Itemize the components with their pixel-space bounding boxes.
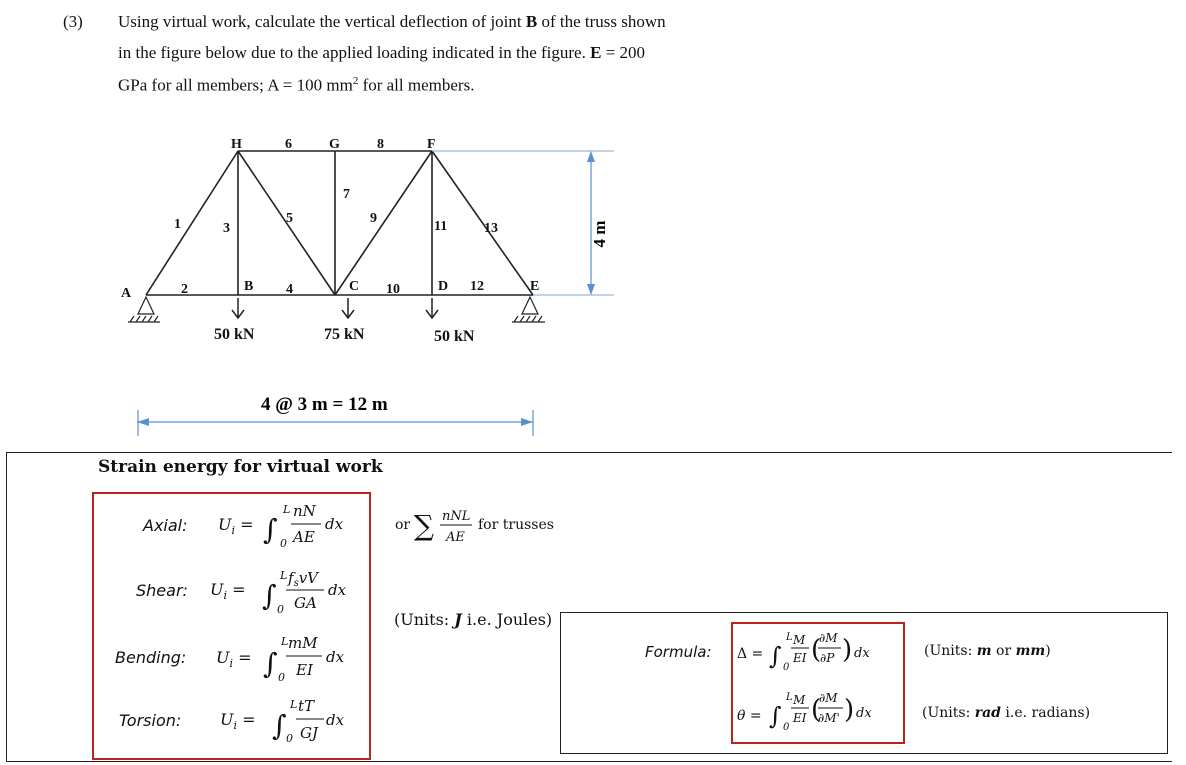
svg-text:tT: tT [298,697,315,715]
member-label-11: 11 [434,219,448,234]
roller-support-icon [512,297,545,322]
joint-label-e: E [530,279,540,294]
svg-text:∂M: ∂M [819,691,838,705]
svg-text:∂M: ∂M [819,631,838,645]
svg-text:L: L [280,569,288,582]
joint-label-f: F [427,137,436,152]
member-label-6: 6 [285,137,292,152]
svg-text:∫: ∫ [262,579,277,612]
svg-text:AE: AE [446,530,465,545]
joint-label-d: D [438,279,449,294]
svg-text:dx: dx [326,648,345,666]
svg-text:nNL: nNL [442,509,471,524]
member-label-8: 8 [377,137,384,152]
load-label-b: 50 kN [214,326,255,343]
svg-text:Δ =: Δ = [737,646,764,662]
member-label-2: 2 [181,282,188,297]
svg-text:dx: dx [328,581,347,599]
svg-text:M: M [793,633,806,647]
truss-members [146,151,533,295]
svg-text:∫: ∫ [272,709,287,742]
svg-text:0: 0 [783,662,790,673]
svg-text:∫: ∫ [769,642,782,670]
member-label-13: 13 [484,221,498,236]
svg-text:dx: dx [326,711,345,729]
or-text: or [395,517,411,533]
question-line-2: in the figure below due to the applied loading indicated in the figure. E = 200 [118,43,646,62]
svg-text:L: L [283,503,291,516]
formula-label: Formula: [645,643,712,661]
member-label-12: 12 [470,279,484,294]
svg-text:mM: mM [288,634,318,652]
member-label-3: 3 [223,221,230,236]
strain-energy-title: Strain energy for virtual work [98,457,383,477]
svg-text:θ =: θ = [737,708,762,724]
svg-text:∫: ∫ [769,702,782,730]
svg-text:EI: EI [793,651,807,665]
joint-label-a: A [121,286,132,301]
bending-label: Bending: [115,648,187,667]
load-label-c: 75 kN [324,326,365,343]
member-label-10: 10 [386,282,400,297]
joint-label-h: H [231,137,242,152]
svg-text:Ui =: $U_i$ = [220,710,256,732]
svg-text:Ui =: $U_i$ = [218,515,254,537]
member-label-9: 9 [370,211,377,226]
svg-text:∑: ∑ [414,509,434,542]
joules-units-note: (Units: J i.e. Joules) [394,610,553,629]
svg-text:0: 0 [277,603,284,616]
svg-text:L: L [786,692,793,703]
svg-text:∂M': ∂M' [818,711,840,725]
member-label-7: 7 [343,187,350,202]
question-line-3: GPa for all members; A = 100 $mm^2$ for all members. [118,75,475,95]
load-arrow-icons [232,298,438,318]
svg-text:Ui =: $U_i$ = [216,648,252,670]
member-label-5: 5 [286,211,293,226]
svg-text:M: M [793,693,806,707]
deflection-units-note: (Units: m or mm) [924,643,1051,659]
svg-text:dx: dx [325,515,344,533]
svg-text:L: L [281,635,289,648]
member-label-1: 1 [174,217,181,232]
svg-text:(: ( [811,695,822,725]
svg-text:dx: dx [854,646,870,661]
svg-text:GA: GA [294,594,317,612]
deflection-equations [735,624,905,742]
svg-text:AE: AE [293,528,315,546]
svg-text:(: ( [811,635,822,665]
svg-text:0: 0 [783,722,790,733]
svg-text:∫: ∫ [263,513,278,546]
svg-text:dx: dx [856,706,872,721]
joint-label-c: C [349,279,360,294]
svg-text:∫: ∫ [263,647,278,680]
svg-text:fsvV: $f_svV$ [288,569,319,589]
joint-label-g: G [329,137,340,152]
load-label-d: 50 kN [434,328,475,345]
question-number: (3) [63,12,83,31]
member-label-4: 4 [286,282,293,297]
span-label: 4 @ 3 m = 12 m [261,394,388,415]
question-line-1: Using virtual work, calculate the vertical deflection of joint B of the truss shown [118,12,666,31]
rotation-units-note: (Units: rad i.e. radians) [922,705,1091,721]
svg-text:EI: EI [793,711,807,725]
axial-label: Axial: [143,516,188,535]
svg-text:0: 0 [286,732,293,745]
svg-text:0: 0 [278,671,285,684]
svg-text:Ui =: $U_i$ = [210,580,246,602]
svg-text:0: 0 [280,537,287,550]
trusses-text: for trusses [478,517,554,533]
svg-text:): ) [844,695,855,725]
svg-text:): ) [842,635,853,665]
svg-text:∂P: ∂P [820,651,835,665]
height-label: 4 m [590,220,609,248]
svg-text:L: L [290,698,298,711]
energy-equations [200,495,380,760]
shear-label: Shear: [136,581,188,600]
svg-text:L: L [786,632,793,643]
joint-label-b: B [244,279,254,294]
pin-support-icon [128,297,160,322]
svg-text:nN: nN [293,502,316,520]
truss-sum-formula [412,502,482,547]
svg-text:EI: EI [296,661,313,679]
torsion-label: Torsion: [119,711,182,730]
svg-text:GJ: GJ [300,724,318,742]
